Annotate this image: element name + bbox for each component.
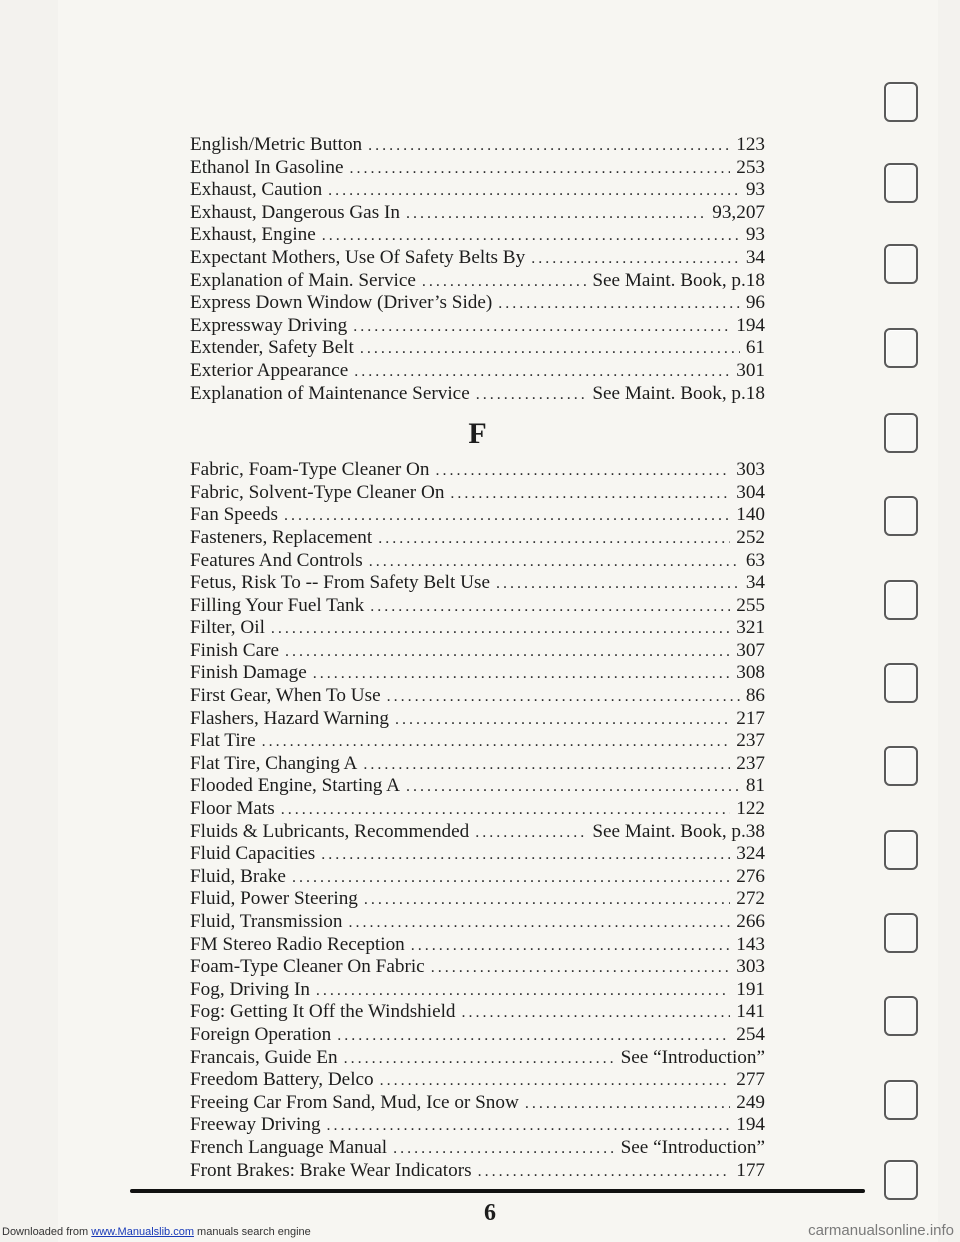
index-tab-icon[interactable] [884, 663, 918, 703]
index-entry [190, 383, 765, 406]
index-entry [190, 843, 765, 866]
page-reference: 249 [736, 1091, 765, 1113]
dot-leader [411, 935, 730, 958]
dot-leader [316, 980, 730, 1003]
index-entry [190, 730, 765, 753]
section-letter-f: F [468, 417, 487, 451]
page-reference: 252 [736, 526, 765, 548]
page-reference: 86 [745, 685, 765, 707]
index-term: Explanation of Main. Service [190, 269, 416, 291]
index-tab-icon[interactable] [884, 1160, 918, 1200]
index-tab-icon[interactable] [884, 413, 918, 453]
page-reference: 321 [736, 617, 765, 639]
dot-leader [360, 338, 740, 361]
page-reference: 255 [736, 594, 765, 616]
page-reference: 81 [745, 775, 765, 797]
index-entry [190, 292, 765, 315]
page-reference: 177 [736, 1159, 765, 1181]
index-entry [190, 1092, 765, 1115]
page-reference: 324 [736, 843, 765, 865]
index-term: Foreign Operation [190, 1023, 332, 1045]
page-reference: 266 [736, 911, 765, 932]
dot-leader [353, 316, 730, 339]
page-reference: 303 [736, 459, 765, 481]
index-term: Exterior Appearance [190, 359, 349, 381]
dot-leader [370, 596, 730, 619]
page-reference: 308 [736, 662, 765, 684]
index-term: Front Brakes: Brake Wear Indicators [190, 1159, 472, 1181]
index-term: Fabric, Solvent-Type Cleaner On [190, 481, 445, 503]
dot-leader [354, 361, 730, 384]
page-reference: 301 [736, 359, 765, 381]
dot-leader [395, 709, 730, 732]
index-term: Fluid, Brake [190, 865, 286, 887]
dot-leader [450, 483, 730, 506]
page-reference: 93,207 [712, 201, 765, 223]
page-reference: 304 [736, 481, 765, 503]
dot-leader [281, 799, 730, 822]
index-entry [190, 360, 765, 383]
index-tab-icon[interactable] [884, 746, 918, 786]
index-entry [190, 224, 765, 247]
dot-leader [387, 686, 740, 709]
index-term: Francais, Guide En [190, 1046, 338, 1068]
download-prefix: Downloaded from [2, 1226, 92, 1238]
index-entry [190, 179, 765, 202]
download-notice [2, 1226, 311, 1238]
index-term: Ethanol In Gasoline [190, 156, 344, 178]
index-entry [190, 1160, 765, 1183]
page-reference: See Maint. Book, p.18 [592, 269, 765, 291]
page-reference: 93 [745, 224, 765, 246]
page-reference: 217 [736, 707, 765, 729]
page-reference: 34 [745, 572, 765, 594]
dot-leader [262, 731, 731, 754]
index-term: English/Metric Button [190, 134, 363, 155]
page-reference: 63 [745, 549, 765, 571]
index-term: Fetus, Risk To -- From Safety Belt Use [190, 572, 490, 594]
index-entry [190, 662, 765, 685]
index-entry [190, 708, 765, 731]
index-entry [190, 1137, 765, 1160]
index-term: Extender, Safety Belt [190, 337, 354, 359]
index-tab-icon[interactable] [884, 1080, 918, 1120]
index-term: Expectant Mothers, Use Of Safety Belts By [190, 246, 526, 268]
dot-leader [292, 867, 730, 890]
index-entry [190, 459, 765, 482]
index-tab-icon[interactable] [884, 580, 918, 620]
index-term: Fluid, Power Steering [190, 888, 358, 910]
page-reference: 191 [736, 978, 765, 1000]
page-reference: 277 [736, 1069, 765, 1091]
index-entry [190, 1047, 765, 1070]
page-reference: 61 [745, 337, 765, 359]
dot-leader [436, 460, 731, 483]
index-term: Fog, Driving In [190, 978, 310, 1000]
dot-leader [368, 135, 730, 158]
index-entry [190, 504, 765, 527]
index-term: First Gear, When To Use [190, 685, 381, 707]
index-entry [190, 866, 765, 889]
index-term: Flat Tire [190, 730, 256, 752]
index-term: Flooded Engine, Starting A [190, 775, 400, 797]
index-entry [190, 134, 765, 157]
index-entry [190, 527, 765, 550]
dot-leader [364, 889, 730, 912]
index-entry [190, 1069, 765, 1092]
page-reference: 276 [736, 865, 765, 887]
index-entry [190, 640, 765, 663]
manualslib-link[interactable]: www.Manualslib.com [91, 1226, 194, 1238]
page-reference: 272 [736, 888, 765, 910]
index-entry [190, 315, 765, 338]
page-reference: 253 [736, 156, 765, 178]
index-tab-icon[interactable] [884, 328, 918, 368]
dot-leader [327, 1115, 731, 1138]
index-term: Exhaust, Dangerous Gas In [190, 201, 400, 223]
index-term: Exhaust, Caution [190, 179, 323, 201]
index-entry [190, 270, 765, 293]
index-group-e [190, 134, 765, 405]
index-term: Freedom Battery, Delco [190, 1069, 374, 1091]
page-reference: 254 [736, 1023, 765, 1045]
index-entry [190, 202, 765, 225]
index-entry [190, 572, 765, 595]
page-reference: 303 [736, 956, 765, 978]
index-entry [190, 821, 765, 844]
dot-leader [378, 528, 730, 551]
dot-leader [313, 663, 731, 686]
index-group-f [190, 459, 765, 1182]
page-reference: 237 [736, 752, 765, 774]
page-reference: See Maint. Book, p.38 [592, 820, 765, 842]
index-entry [190, 888, 765, 911]
index-term: Fog: Getting It Off the Windshield [190, 1001, 456, 1023]
index-term: Features And Controls [190, 549, 363, 571]
dot-leader [478, 1161, 731, 1184]
page-reference: 96 [745, 292, 765, 314]
index-term: Fluid Capacities [190, 843, 316, 865]
index-entry [190, 956, 765, 979]
page-reference: 143 [736, 933, 765, 955]
dot-leader [406, 776, 740, 799]
dot-leader [369, 551, 740, 574]
index-entry [190, 1114, 765, 1137]
index-tab-icon[interactable] [884, 82, 918, 122]
page-reference: 141 [736, 1001, 765, 1023]
page-reference: 194 [736, 314, 765, 336]
index-term: Finish Damage [190, 662, 307, 684]
index-term: Explanation of Maintenance Service [190, 382, 470, 404]
index-entry [190, 1001, 765, 1024]
index-tab-icon[interactable] [884, 163, 918, 203]
index-entry [190, 247, 765, 270]
dot-leader [285, 641, 730, 664]
index-term: Freeing Car From Sand, Mud, Ice or Snow [190, 1091, 519, 1113]
dot-leader [393, 1138, 614, 1161]
page-reference: 122 [736, 798, 765, 820]
index-tab-icon[interactable] [884, 830, 918, 870]
index-term: Fan Speeds [190, 504, 278, 526]
index-entry [190, 157, 765, 180]
dot-leader [525, 1093, 730, 1116]
page-reference: See Maint. Book, p.18 [592, 382, 765, 404]
dot-leader [531, 248, 740, 271]
index-entry [190, 934, 765, 957]
dot-leader [321, 844, 730, 867]
page-reference: 34 [745, 246, 765, 268]
index-term: French Language Manual [190, 1136, 388, 1158]
index-term: Fluids & Lubricants, Recommended [190, 820, 470, 842]
index-entry [190, 550, 765, 573]
index-entry [190, 1024, 765, 1047]
dot-leader [284, 505, 730, 528]
watermark: carmanualsonline.info [808, 1222, 954, 1239]
dot-leader [431, 957, 731, 980]
index-term: Fluid, Transmission [190, 911, 343, 932]
index-term: Freeway Driving [190, 1114, 321, 1136]
dot-leader [363, 754, 730, 777]
dot-leader [322, 225, 740, 248]
dot-leader [496, 573, 740, 596]
index-entry [190, 911, 765, 934]
index-entry [190, 595, 765, 618]
index-tab-icon[interactable] [884, 244, 918, 284]
index-entry [190, 617, 765, 640]
index-column [190, 134, 765, 1182]
index-tab-icon[interactable] [884, 496, 918, 536]
dot-leader [462, 1002, 731, 1025]
dot-leader [476, 384, 587, 407]
page-reference: 123 [736, 134, 765, 155]
page-reference: See “Introduction” [620, 1046, 765, 1068]
index-term: Floor Mats [190, 798, 275, 820]
index-term: Filling Your Fuel Tank [190, 594, 365, 616]
download-suffix: manuals search engine [193, 1226, 311, 1238]
dot-leader [380, 1070, 731, 1093]
index-entry [190, 685, 765, 708]
dot-leader [271, 618, 730, 641]
index-tab-icon[interactable] [884, 913, 918, 953]
index-term: Foam-Type Cleaner On Fabric [190, 956, 425, 978]
index-tab-icon[interactable] [884, 996, 918, 1036]
page-reference: See “Introduction” [620, 1136, 765, 1158]
dot-leader [349, 912, 731, 935]
dot-leader [349, 158, 730, 181]
dot-leader [498, 293, 740, 316]
dot-leader [328, 180, 740, 203]
index-entry [190, 482, 765, 505]
index-entry [190, 753, 765, 776]
page-reference: 194 [736, 1114, 765, 1136]
index-term: Flashers, Hazard Warning [190, 707, 389, 729]
page-reference: 237 [736, 730, 765, 752]
dot-leader [475, 822, 586, 845]
index-term: Exhaust, Engine [190, 224, 316, 246]
page-reference: 93 [745, 179, 765, 201]
index-term: Flat Tire, Changing A [190, 752, 358, 774]
page-reference: 140 [736, 504, 765, 526]
page-reference: 307 [736, 639, 765, 661]
index-term: Expressway Driving [190, 314, 348, 336]
side-index-tabs [878, 0, 928, 1242]
index-term: Fasteners, Replacement [190, 526, 373, 548]
dot-leader [406, 203, 706, 226]
dot-leader [422, 271, 586, 294]
index-term: Filter, Oil [190, 617, 265, 639]
footer-rule [130, 1189, 865, 1193]
index-term: Finish Care [190, 639, 280, 661]
index-entry [190, 775, 765, 798]
index-entry [190, 979, 765, 1002]
index-term: Express Down Window (Driver’s Side) [190, 292, 493, 314]
dot-leader [344, 1048, 615, 1071]
page-number: 6 [484, 1200, 496, 1226]
index-entry [190, 337, 765, 360]
index-term: Fabric, Foam-Type Cleaner On [190, 459, 430, 481]
index-entry [190, 798, 765, 821]
index-term: FM Stereo Radio Reception [190, 933, 405, 955]
dot-leader [337, 1025, 730, 1048]
